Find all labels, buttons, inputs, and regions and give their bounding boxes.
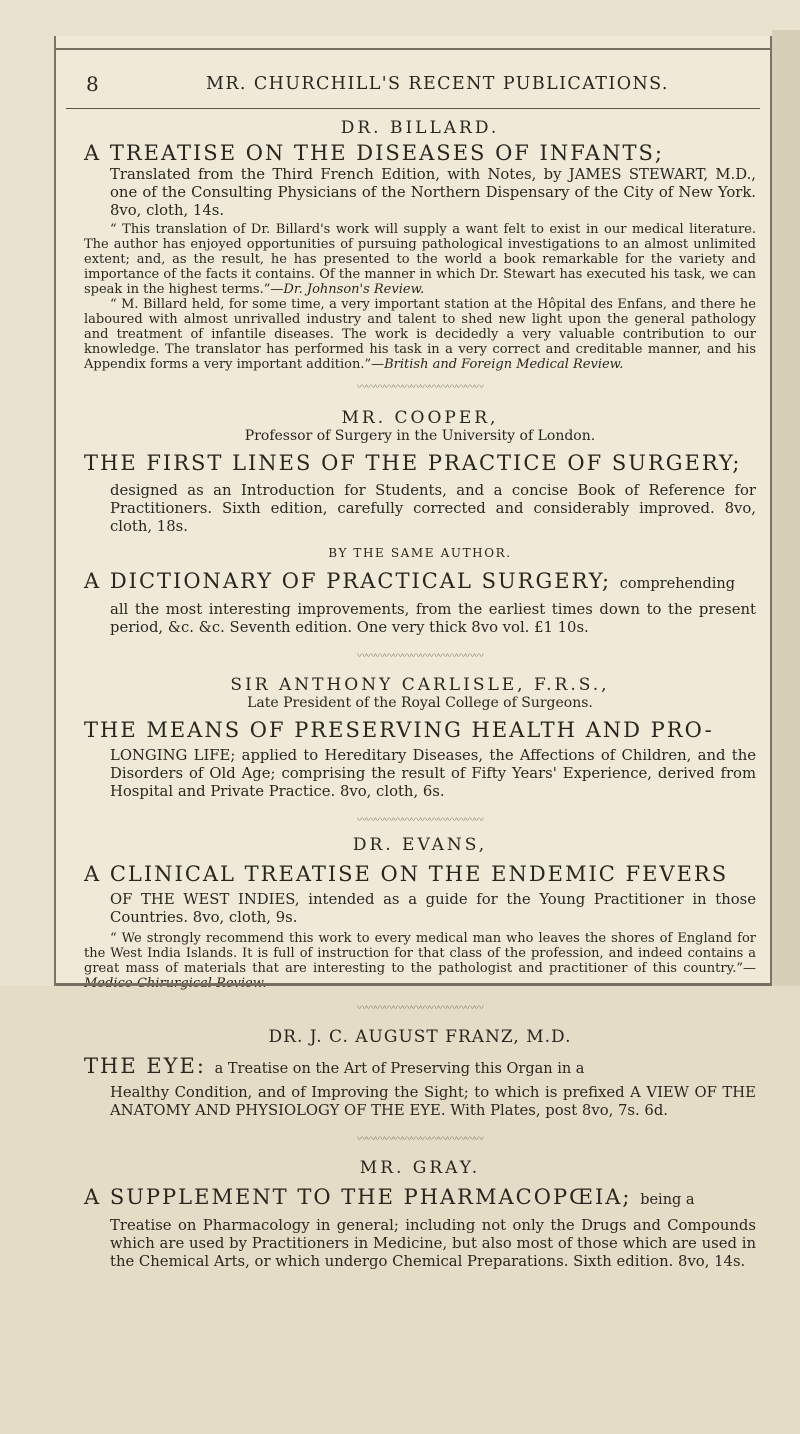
author-heading: DR. EVANS,	[352, 835, 488, 855]
ornament-divider: 〰〰〰〰〰〰〰〰〰〰〰〰〰〰	[357, 1003, 483, 1014]
entry-billard	[84, 118, 756, 372]
review-text: “ This translation of Dr. Billard's work will supply a want felt to exist in our medical literature. The author has enjoyed opportunities of pursuing pathological investigations to an almost unlimited extent; and, as the result, he has presented to the world a book remarkable for the variety and importance of the facts it contains. Of the manner in which Dr. Stewart has executed his task, we can speak in the highest terms.”—	[84, 222, 756, 297]
title-main: A SUPPLEMENT TO THE PHARMACOPŒIA;	[84, 1185, 632, 1209]
catalogue-page	[54, 36, 772, 1270]
running-title: MR. CHURCHILL'S RECENT PUBLICATIONS.	[206, 74, 669, 94]
ornament-divider: 〰〰〰〰〰〰〰〰〰〰〰〰〰〰	[357, 815, 483, 826]
book-description: Translated from the Third French Edition, with Notes, by JAMES STEWART, M.D., one of the Consulting Physicians of the Northern Dispensary of the City of New York. 8vo, cloth, 14s.	[110, 166, 756, 219]
book-description: all the most interesting improvements, from the earliest times down to the present period, &c. &c. Seventh edition. One very thick 8vo vol. £1 10s.	[110, 601, 756, 636]
entry-evans	[84, 835, 756, 991]
book-description: Healthy Condition, and of Improving the Sight; to which is prefixed A VIEW OF THE ANATOMY AND PHYSIOLOGY OF THE EYE. With Plates, post 8vo, 7s. 6d.	[110, 1084, 756, 1119]
header-rule	[66, 108, 760, 109]
author-subtitle: Professor of Surgery in the University of London.	[244, 428, 596, 444]
author-heading: SIR ANTHONY CARLISLE, F.R.S.,	[230, 675, 610, 695]
bottom-border	[56, 983, 770, 986]
entry-franz	[84, 1027, 756, 1120]
book-title: A TREATISE ON THE DISEASES OF INFANTS;	[84, 141, 664, 165]
review-text: “ We strongly recommend this work to every medical man who leaves the shores of England for the West India Islands. It is full of instruction for that class of the profession, and indeed contains a great mass of materials that are interesting to the pathologist and practitioner of this country.”—	[84, 931, 756, 976]
title-main: THE EYE:	[84, 1054, 206, 1078]
ornament-divider: 〰〰〰〰〰〰〰〰〰〰〰〰〰〰	[357, 651, 483, 662]
book-description: designed as an Introduction for Students, and a concise Book of Reference for Practitioners. Sixth edition, carefully corrected and considerably improved. 8vo, cloth, 18s.	[110, 482, 756, 535]
review-source: Dr. Johnson's Review.	[283, 282, 425, 297]
author-heading: DR. J. C. AUGUST FRANZ, M.D.	[268, 1027, 572, 1047]
author-heading: MR. COOPER,	[341, 408, 499, 428]
book-description: Treatise on Pharmacology in general; including not only the Drugs and Compounds which are used by Practitioners in Medicine, but also most of those which are used in the Chemical Arts, or which undergo Chemical Preparations. Sixth edition. 8vo, 14s.	[110, 1217, 756, 1270]
book-description: OF THE WEST INDIES, intended as a guide for the Young Practitioner in those Countries. 8vo, cloth, 9s.	[110, 891, 756, 926]
ornament-divider: 〰〰〰〰〰〰〰〰〰〰〰〰〰〰	[357, 382, 483, 393]
title-continuation: comprehending	[619, 576, 735, 592]
title-continuation: being a	[640, 1192, 695, 1208]
listing-content	[84, 114, 756, 1271]
book-title: THE FIRST LINES OF THE PRACTICE OF SURGERY;	[84, 451, 742, 475]
book-title	[84, 1053, 756, 1082]
ornament-divider: 〰〰〰〰〰〰〰〰〰〰〰〰〰〰	[357, 1134, 483, 1145]
title-main: A DICTIONARY OF PRACTICAL SURGERY;	[84, 569, 612, 593]
title-continuation: a Treatise on the Art of Preserving this Organ in a	[214, 1061, 585, 1077]
book-title	[84, 568, 756, 597]
entry-carlisle	[84, 675, 756, 801]
top-border	[56, 48, 770, 50]
book-title: A CLINICAL TREATISE ON THE ENDEMIC FEVERS	[84, 862, 729, 886]
entry-cooper	[84, 408, 756, 637]
entry-gray	[84, 1158, 756, 1271]
review-source: British and Foreign Medical Review.	[384, 357, 624, 372]
book-title: THE MEANS OF PRESERVING HEALTH AND PRO-	[84, 718, 714, 742]
book-title	[84, 1184, 756, 1213]
review-quote	[84, 222, 756, 297]
running-header	[86, 72, 746, 102]
by-same-author: BY THE SAME AUTHOR.	[328, 546, 512, 560]
page-number: 8	[86, 72, 100, 96]
author-heading: MR. GRAY.	[359, 1158, 481, 1178]
author-heading: DR. BILLARD.	[340, 118, 500, 138]
book-description: LONGING LIFE; applied to Hereditary Diseases, the Affections of Children, and the Disorders of Old Age; comprising the result of Fifty Years' Experience, derived from Hospital and Private Practice. 8vo, cloth, 6s.	[110, 747, 756, 800]
review-text: “ M. Billard held, for some time, a very important station at the Hôpital des Enfans, and there he laboured with almost unrivalled industry and talent to shed new light upon the general pathology and treatment of infantile diseases. The work is decidedly a very valuable contribution to our knowledge. The translator has performed his task in a very correct and creditable manner, and his Appendix forms a very important addition.”—	[84, 297, 756, 372]
review-quote	[84, 931, 756, 991]
review-quote	[84, 297, 756, 372]
author-subtitle: Late President of the Royal College of Surgeons.	[247, 695, 593, 711]
